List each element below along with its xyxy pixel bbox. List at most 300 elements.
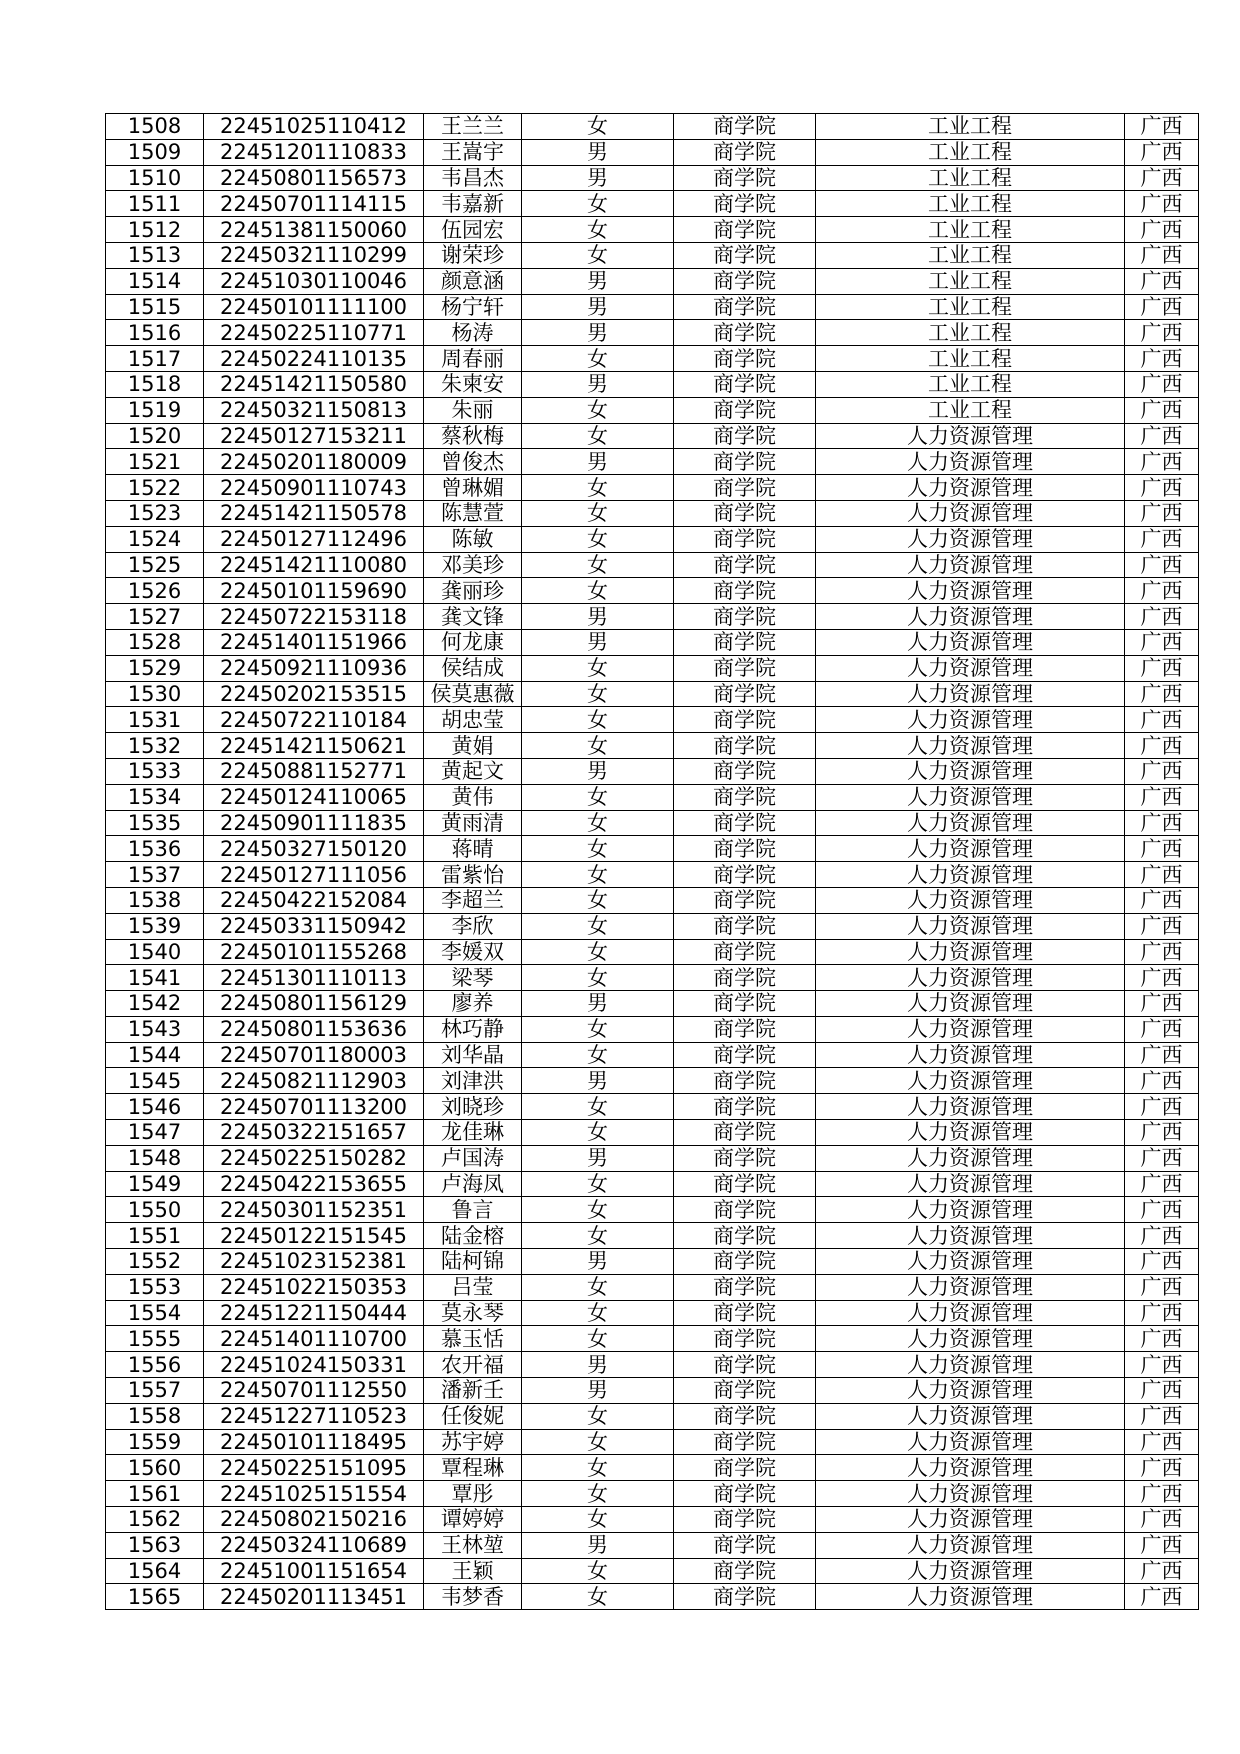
cell-name: 周春丽 xyxy=(424,346,522,372)
cell-gender: 女 xyxy=(522,242,674,268)
cell-province: 广西 xyxy=(1125,810,1199,836)
table-row xyxy=(106,1584,1199,1610)
cell-student-id: 22450225110771 xyxy=(204,320,424,346)
cell-major: 人力资源管理 xyxy=(816,1197,1125,1223)
cell-index: 1553 xyxy=(106,1274,204,1300)
table-row xyxy=(106,320,1199,346)
cell-gender: 男 xyxy=(522,1378,674,1404)
cell-province: 广西 xyxy=(1125,939,1199,965)
cell-name: 杨宁轩 xyxy=(424,294,522,320)
cell-college: 商学院 xyxy=(674,397,816,423)
cell-college: 商学院 xyxy=(674,217,816,243)
cell-major: 人力资源管理 xyxy=(816,1455,1125,1481)
cell-student-id: 22451381150060 xyxy=(204,217,424,243)
table-row xyxy=(106,552,1199,578)
cell-major: 人力资源管理 xyxy=(816,1274,1125,1300)
cell-college: 商学院 xyxy=(674,604,816,630)
cell-name: 林巧静 xyxy=(424,1016,522,1042)
cell-province: 广西 xyxy=(1125,1171,1199,1197)
table-row xyxy=(106,784,1199,810)
cell-student-id: 22450127111056 xyxy=(204,862,424,888)
cell-major: 人力资源管理 xyxy=(816,784,1125,810)
cell-gender: 女 xyxy=(522,1429,674,1455)
cell-major: 人力资源管理 xyxy=(816,475,1125,501)
cell-gender: 女 xyxy=(522,810,674,836)
cell-college: 商学院 xyxy=(674,1274,816,1300)
cell-gender: 男 xyxy=(522,1145,674,1171)
cell-college: 商学院 xyxy=(674,423,816,449)
table-row xyxy=(106,1042,1199,1068)
cell-major: 人力资源管理 xyxy=(816,913,1125,939)
cell-gender: 男 xyxy=(522,294,674,320)
cell-province: 广西 xyxy=(1125,114,1199,140)
cell-province: 广西 xyxy=(1125,1403,1199,1429)
cell-college: 商学院 xyxy=(674,1326,816,1352)
table-row xyxy=(106,1120,1199,1146)
cell-major: 工业工程 xyxy=(816,268,1125,294)
cell-name: 卢国涛 xyxy=(424,1145,522,1171)
cell-major: 人力资源管理 xyxy=(816,1507,1125,1533)
cell-student-id: 22450224110135 xyxy=(204,346,424,372)
cell-name: 陆柯锦 xyxy=(424,1249,522,1275)
cell-gender: 女 xyxy=(522,655,674,681)
cell-major: 工业工程 xyxy=(816,114,1125,140)
table-row xyxy=(106,939,1199,965)
cell-gender: 女 xyxy=(522,887,674,913)
cell-major: 人力资源管理 xyxy=(816,681,1125,707)
table-row xyxy=(106,1532,1199,1558)
cell-province: 广西 xyxy=(1125,1378,1199,1404)
cell-college: 商学院 xyxy=(674,1429,816,1455)
cell-gender: 女 xyxy=(522,913,674,939)
cell-name: 龚文锋 xyxy=(424,604,522,630)
cell-province: 广西 xyxy=(1125,526,1199,552)
cell-province: 广西 xyxy=(1125,552,1199,578)
cell-name: 陈慧萱 xyxy=(424,500,522,526)
cell-index: 1543 xyxy=(106,1016,204,1042)
cell-gender: 男 xyxy=(522,165,674,191)
cell-college: 商学院 xyxy=(674,1171,816,1197)
table-row xyxy=(106,1094,1199,1120)
cell-gender: 女 xyxy=(522,397,674,423)
cell-student-id: 22450801156129 xyxy=(204,991,424,1017)
table-row xyxy=(106,991,1199,1017)
cell-index: 1519 xyxy=(106,397,204,423)
cell-province: 广西 xyxy=(1125,655,1199,681)
table-row xyxy=(106,733,1199,759)
cell-major: 人力资源管理 xyxy=(816,578,1125,604)
table-row xyxy=(106,578,1199,604)
cell-major: 人力资源管理 xyxy=(816,423,1125,449)
table-row xyxy=(106,165,1199,191)
cell-gender: 男 xyxy=(522,629,674,655)
table-row xyxy=(106,1223,1199,1249)
table-row xyxy=(106,1455,1199,1481)
cell-index: 1539 xyxy=(106,913,204,939)
cell-name: 伍园宏 xyxy=(424,217,522,243)
cell-gender: 女 xyxy=(522,1558,674,1584)
cell-name: 覃彤 xyxy=(424,1481,522,1507)
cell-gender: 女 xyxy=(522,1274,674,1300)
cell-college: 商学院 xyxy=(674,526,816,552)
cell-province: 广西 xyxy=(1125,1068,1199,1094)
cell-province: 广西 xyxy=(1125,294,1199,320)
cell-name: 韦梦香 xyxy=(424,1584,522,1610)
cell-major: 工业工程 xyxy=(816,165,1125,191)
cell-index: 1532 xyxy=(106,733,204,759)
cell-student-id: 22451301110113 xyxy=(204,965,424,991)
cell-major: 人力资源管理 xyxy=(816,1481,1125,1507)
cell-major: 工业工程 xyxy=(816,320,1125,346)
cell-gender: 女 xyxy=(522,475,674,501)
cell-college: 商学院 xyxy=(674,1068,816,1094)
cell-student-id: 22450801153636 xyxy=(204,1016,424,1042)
cell-index: 1552 xyxy=(106,1249,204,1275)
cell-index: 1531 xyxy=(106,707,204,733)
cell-index: 1514 xyxy=(106,268,204,294)
cell-student-id: 22450321110299 xyxy=(204,242,424,268)
cell-index: 1510 xyxy=(106,165,204,191)
cell-college: 商学院 xyxy=(674,1120,816,1146)
cell-index: 1551 xyxy=(106,1223,204,1249)
cell-college: 商学院 xyxy=(674,578,816,604)
cell-province: 广西 xyxy=(1125,475,1199,501)
cell-name: 龙佳琳 xyxy=(424,1120,522,1146)
cell-student-id: 22450821112903 xyxy=(204,1068,424,1094)
cell-major: 人力资源管理 xyxy=(816,1429,1125,1455)
cell-province: 广西 xyxy=(1125,268,1199,294)
cell-name: 雷紫怡 xyxy=(424,862,522,888)
cell-name: 李媛双 xyxy=(424,939,522,965)
cell-province: 广西 xyxy=(1125,1042,1199,1068)
cell-name: 王兰兰 xyxy=(424,114,522,140)
cell-index: 1513 xyxy=(106,242,204,268)
cell-major: 人力资源管理 xyxy=(816,939,1125,965)
cell-name: 李欣 xyxy=(424,913,522,939)
cell-name: 胡忠莹 xyxy=(424,707,522,733)
cell-province: 广西 xyxy=(1125,165,1199,191)
cell-province: 广西 xyxy=(1125,862,1199,888)
cell-index: 1536 xyxy=(106,836,204,862)
table-row xyxy=(106,681,1199,707)
cell-major: 人力资源管理 xyxy=(816,526,1125,552)
cell-college: 商学院 xyxy=(674,939,816,965)
cell-college: 商学院 xyxy=(674,114,816,140)
cell-college: 商学院 xyxy=(674,1197,816,1223)
cell-student-id: 22450701113200 xyxy=(204,1094,424,1120)
cell-index: 1523 xyxy=(106,500,204,526)
cell-student-id: 22451421150578 xyxy=(204,500,424,526)
cell-name: 黄起文 xyxy=(424,758,522,784)
cell-gender: 女 xyxy=(522,500,674,526)
cell-province: 广西 xyxy=(1125,346,1199,372)
cell-index: 1550 xyxy=(106,1197,204,1223)
cell-gender: 女 xyxy=(522,836,674,862)
cell-name: 杨涛 xyxy=(424,320,522,346)
cell-major: 人力资源管理 xyxy=(816,604,1125,630)
cell-major: 人力资源管理 xyxy=(816,1352,1125,1378)
cell-name: 刘华晶 xyxy=(424,1042,522,1068)
table-row xyxy=(106,1507,1199,1533)
cell-province: 广西 xyxy=(1125,784,1199,810)
table-row xyxy=(106,887,1199,913)
cell-gender: 女 xyxy=(522,1094,674,1120)
cell-major: 人力资源管理 xyxy=(816,552,1125,578)
cell-name: 颜意涵 xyxy=(424,268,522,294)
cell-major: 人力资源管理 xyxy=(816,449,1125,475)
cell-college: 商学院 xyxy=(674,1532,816,1558)
cell-name: 侯莫惠薇 xyxy=(424,681,522,707)
cell-province: 广西 xyxy=(1125,1507,1199,1533)
table-row xyxy=(106,217,1199,243)
table-row xyxy=(106,707,1199,733)
cell-student-id: 22450324110689 xyxy=(204,1532,424,1558)
cell-index: 1525 xyxy=(106,552,204,578)
cell-student-id: 22450101111100 xyxy=(204,294,424,320)
cell-province: 广西 xyxy=(1125,1481,1199,1507)
cell-major: 人力资源管理 xyxy=(816,1068,1125,1094)
cell-major: 人力资源管理 xyxy=(816,1042,1125,1068)
cell-province: 广西 xyxy=(1125,1223,1199,1249)
cell-college: 商学院 xyxy=(674,268,816,294)
cell-index: 1542 xyxy=(106,991,204,1017)
cell-gender: 女 xyxy=(522,1042,674,1068)
cell-index: 1559 xyxy=(106,1429,204,1455)
cell-name: 王嵩宇 xyxy=(424,139,522,165)
table-row xyxy=(106,1429,1199,1455)
table-row xyxy=(106,1326,1199,1352)
cell-name: 侯结成 xyxy=(424,655,522,681)
cell-major: 人力资源管理 xyxy=(816,1094,1125,1120)
table-row xyxy=(106,862,1199,888)
cell-college: 商学院 xyxy=(674,862,816,888)
cell-college: 商学院 xyxy=(674,1481,816,1507)
cell-name: 黄娟 xyxy=(424,733,522,759)
table-row xyxy=(106,1145,1199,1171)
cell-province: 广西 xyxy=(1125,1455,1199,1481)
cell-index: 1564 xyxy=(106,1558,204,1584)
cell-index: 1538 xyxy=(106,887,204,913)
cell-gender: 男 xyxy=(522,1068,674,1094)
cell-student-id: 22450921110936 xyxy=(204,655,424,681)
cell-major: 工业工程 xyxy=(816,139,1125,165)
cell-gender: 女 xyxy=(522,217,674,243)
table-row xyxy=(106,1274,1199,1300)
cell-province: 广西 xyxy=(1125,758,1199,784)
cell-name: 苏宇婷 xyxy=(424,1429,522,1455)
cell-major: 工业工程 xyxy=(816,191,1125,217)
cell-index: 1562 xyxy=(106,1507,204,1533)
cell-index: 1540 xyxy=(106,939,204,965)
cell-major: 人力资源管理 xyxy=(816,758,1125,784)
cell-gender: 女 xyxy=(522,1403,674,1429)
cell-student-id: 22451421150580 xyxy=(204,371,424,397)
cell-college: 商学院 xyxy=(674,810,816,836)
table-row xyxy=(106,1249,1199,1275)
cell-gender: 男 xyxy=(522,139,674,165)
cell-name: 潘新壬 xyxy=(424,1378,522,1404)
cell-index: 1547 xyxy=(106,1120,204,1146)
cell-province: 广西 xyxy=(1125,681,1199,707)
cell-college: 商学院 xyxy=(674,139,816,165)
cell-name: 朱柬安 xyxy=(424,371,522,397)
table-body xyxy=(106,114,1199,1610)
cell-name: 黄雨清 xyxy=(424,810,522,836)
cell-province: 广西 xyxy=(1125,320,1199,346)
cell-gender: 女 xyxy=(522,1507,674,1533)
table-row xyxy=(106,397,1199,423)
cell-gender: 男 xyxy=(522,758,674,784)
cell-province: 广西 xyxy=(1125,965,1199,991)
table-row xyxy=(106,629,1199,655)
cell-gender: 男 xyxy=(522,1352,674,1378)
cell-province: 广西 xyxy=(1125,139,1199,165)
table-row xyxy=(106,1300,1199,1326)
cell-gender: 男 xyxy=(522,1249,674,1275)
cell-index: 1560 xyxy=(106,1455,204,1481)
cell-name: 刘晓珍 xyxy=(424,1094,522,1120)
cell-major: 人力资源管理 xyxy=(816,655,1125,681)
cell-name: 谭婷婷 xyxy=(424,1507,522,1533)
cell-gender: 女 xyxy=(522,1016,674,1042)
cell-student-id: 22451030110046 xyxy=(204,268,424,294)
cell-college: 商学院 xyxy=(674,1455,816,1481)
cell-index: 1508 xyxy=(106,114,204,140)
cell-gender: 女 xyxy=(522,862,674,888)
cell-gender: 女 xyxy=(522,1455,674,1481)
cell-index: 1511 xyxy=(106,191,204,217)
cell-gender: 女 xyxy=(522,965,674,991)
cell-name: 刘津洪 xyxy=(424,1068,522,1094)
cell-index: 1521 xyxy=(106,449,204,475)
cell-province: 广西 xyxy=(1125,1352,1199,1378)
cell-gender: 女 xyxy=(522,681,674,707)
cell-index: 1541 xyxy=(106,965,204,991)
cell-name: 慕玉恬 xyxy=(424,1326,522,1352)
cell-province: 广西 xyxy=(1125,1429,1199,1455)
cell-student-id: 22451001151654 xyxy=(204,1558,424,1584)
cell-name: 何龙康 xyxy=(424,629,522,655)
cell-name: 陈敏 xyxy=(424,526,522,552)
cell-index: 1518 xyxy=(106,371,204,397)
cell-province: 广西 xyxy=(1125,887,1199,913)
cell-index: 1563 xyxy=(106,1532,204,1558)
table-row xyxy=(106,1558,1199,1584)
cell-college: 商学院 xyxy=(674,887,816,913)
cell-college: 商学院 xyxy=(674,320,816,346)
cell-student-id: 22450202153515 xyxy=(204,681,424,707)
cell-province: 广西 xyxy=(1125,1558,1199,1584)
cell-major: 人力资源管理 xyxy=(816,1016,1125,1042)
cell-college: 商学院 xyxy=(674,629,816,655)
cell-gender: 女 xyxy=(522,191,674,217)
cell-college: 商学院 xyxy=(674,165,816,191)
cell-index: 1509 xyxy=(106,139,204,165)
cell-gender: 女 xyxy=(522,346,674,372)
cell-major: 工业工程 xyxy=(816,371,1125,397)
cell-name: 李超兰 xyxy=(424,887,522,913)
cell-gender: 男 xyxy=(522,449,674,475)
cell-province: 广西 xyxy=(1125,217,1199,243)
cell-province: 广西 xyxy=(1125,423,1199,449)
cell-college: 商学院 xyxy=(674,475,816,501)
cell-gender: 女 xyxy=(522,1584,674,1610)
cell-college: 商学院 xyxy=(674,1223,816,1249)
cell-student-id: 22450881152771 xyxy=(204,758,424,784)
table-row xyxy=(106,242,1199,268)
cell-name: 王林堃 xyxy=(424,1532,522,1558)
cell-college: 商学院 xyxy=(674,1558,816,1584)
cell-student-id: 22451201110833 xyxy=(204,139,424,165)
cell-major: 人力资源管理 xyxy=(816,629,1125,655)
cell-college: 商学院 xyxy=(674,346,816,372)
table-row xyxy=(106,423,1199,449)
cell-gender: 女 xyxy=(522,784,674,810)
cell-gender: 男 xyxy=(522,604,674,630)
cell-province: 广西 xyxy=(1125,733,1199,759)
cell-index: 1529 xyxy=(106,655,204,681)
table-row xyxy=(106,139,1199,165)
cell-college: 商学院 xyxy=(674,1300,816,1326)
cell-index: 1548 xyxy=(106,1145,204,1171)
cell-college: 商学院 xyxy=(674,965,816,991)
cell-gender: 女 xyxy=(522,1326,674,1352)
cell-student-id: 22450225150282 xyxy=(204,1145,424,1171)
cell-major: 工业工程 xyxy=(816,397,1125,423)
cell-major: 人力资源管理 xyxy=(816,1403,1125,1429)
cell-province: 广西 xyxy=(1125,1120,1199,1146)
cell-index: 1520 xyxy=(106,423,204,449)
cell-major: 人力资源管理 xyxy=(816,1249,1125,1275)
cell-student-id: 22450901110743 xyxy=(204,475,424,501)
cell-gender: 女 xyxy=(522,733,674,759)
cell-college: 商学院 xyxy=(674,1584,816,1610)
cell-province: 广西 xyxy=(1125,629,1199,655)
cell-province: 广西 xyxy=(1125,397,1199,423)
cell-student-id: 22450422153655 xyxy=(204,1171,424,1197)
cell-gender: 女 xyxy=(522,1300,674,1326)
student-list-table xyxy=(105,113,1199,1610)
cell-name: 龚丽珍 xyxy=(424,578,522,604)
cell-index: 1545 xyxy=(106,1068,204,1094)
cell-college: 商学院 xyxy=(674,655,816,681)
cell-major: 人力资源管理 xyxy=(816,1532,1125,1558)
cell-student-id: 22450701114115 xyxy=(204,191,424,217)
cell-major: 人力资源管理 xyxy=(816,1171,1125,1197)
cell-province: 广西 xyxy=(1125,1532,1199,1558)
cell-province: 广西 xyxy=(1125,913,1199,939)
cell-student-id: 22451421110080 xyxy=(204,552,424,578)
cell-gender: 男 xyxy=(522,991,674,1017)
cell-index: 1524 xyxy=(106,526,204,552)
cell-student-id: 22450701180003 xyxy=(204,1042,424,1068)
cell-name: 蔡秋梅 xyxy=(424,423,522,449)
cell-name: 韦嘉新 xyxy=(424,191,522,217)
cell-province: 广西 xyxy=(1125,1300,1199,1326)
cell-province: 广西 xyxy=(1125,1249,1199,1275)
cell-province: 广西 xyxy=(1125,1326,1199,1352)
cell-province: 广西 xyxy=(1125,371,1199,397)
cell-major: 人力资源管理 xyxy=(816,810,1125,836)
cell-index: 1526 xyxy=(106,578,204,604)
table-row xyxy=(106,604,1199,630)
cell-student-id: 22450722153118 xyxy=(204,604,424,630)
cell-index: 1565 xyxy=(106,1584,204,1610)
table-row xyxy=(106,1016,1199,1042)
cell-index: 1557 xyxy=(106,1378,204,1404)
cell-province: 广西 xyxy=(1125,604,1199,630)
cell-student-id: 22450201180009 xyxy=(204,449,424,475)
